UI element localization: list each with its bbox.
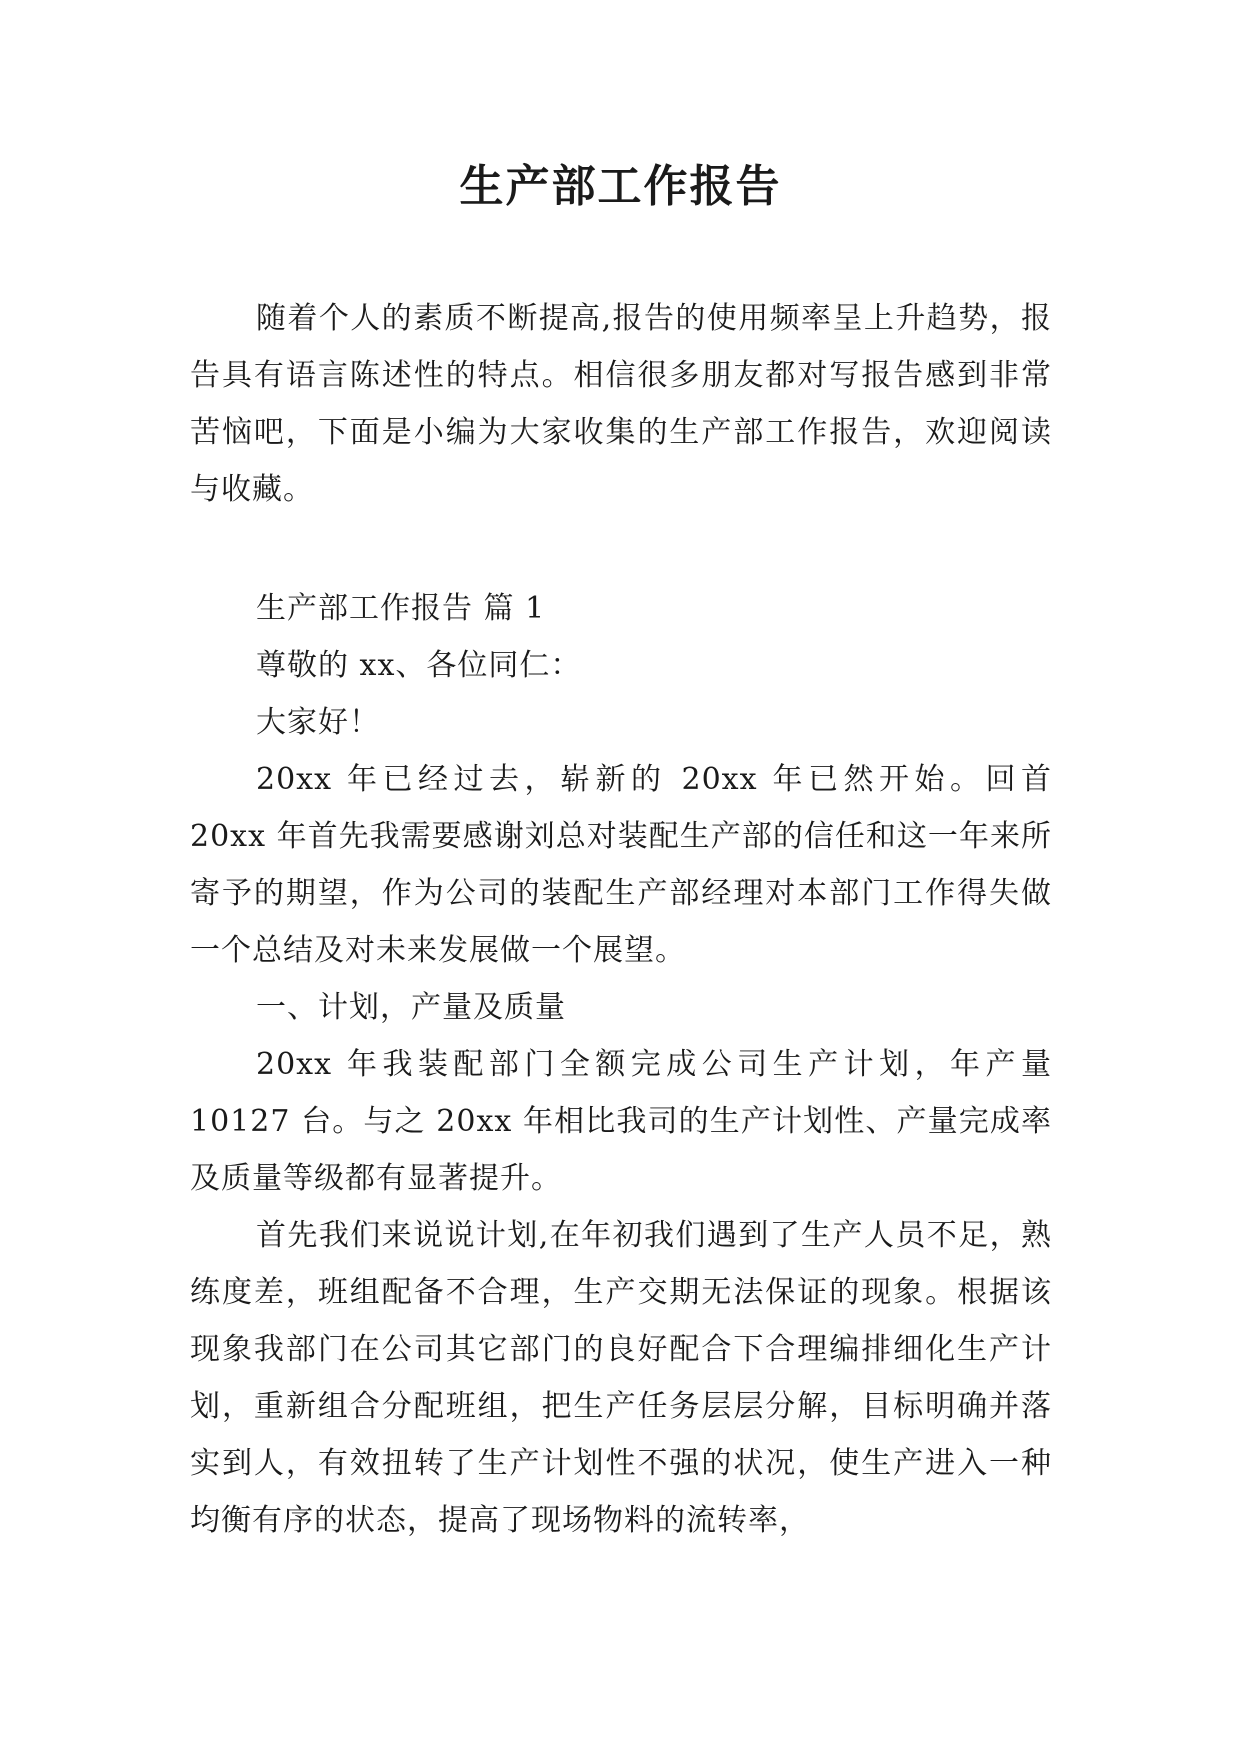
greeting: 大家好！ bbox=[256, 705, 380, 740]
salutation: 尊敬的 xx、各位同仁： bbox=[256, 648, 582, 683]
paragraph-output: 20xx 年我装配部门全额完成公司生产计划，年产量 10127 台。与之 20xx 年相比我司的生产计划性、产量完成率及质量等级都有显著提升。 bbox=[190, 1047, 1052, 1196]
section-heading: 生产部工作报告 篇 1 bbox=[256, 591, 546, 626]
paragraph-planning: 首先我们来说说计划,在年初我们遇到了生产人员不足，熟练度差，班组配备不合理，生产交期无法保证的现象。根据该现象我部门在公司其它部门的良好配合下合理编排细化生产计划，重新组合分配班组，把生产任务层层分解，目标明确并落实到人，有效扭转了生产计划性不强的状况，使生产进入一种均衡有序的状态，提高了现场物料的流转率， bbox=[190, 1218, 1052, 1538]
paragraph-review: 20xx 年已经过去，崭新的 20xx 年已然开始。回首 20xx 年首先我需要感谢刘总对装配生产部的信任和这一年来所寄予的期望，作为公司的装配生产部经理对本部门工作得失做一个总结及对未来发展做一个展望。 bbox=[190, 762, 1052, 968]
report-section bbox=[190, 580, 1052, 1549]
intro-paragraph: 随着个人的素质不断提高,报告的使用频率呈上升趋势，报告具有语言陈述性的特点。相信很多朋友都对写报告感到非常苦恼吧，下面是小编为大家收集的生产部工作报告，欢迎阅读与收藏。 bbox=[190, 301, 1052, 507]
document-title: 生产部工作报告 bbox=[459, 161, 782, 212]
subheading-plan-output-quality: 一、计划，产量及质量 bbox=[256, 990, 566, 1025]
